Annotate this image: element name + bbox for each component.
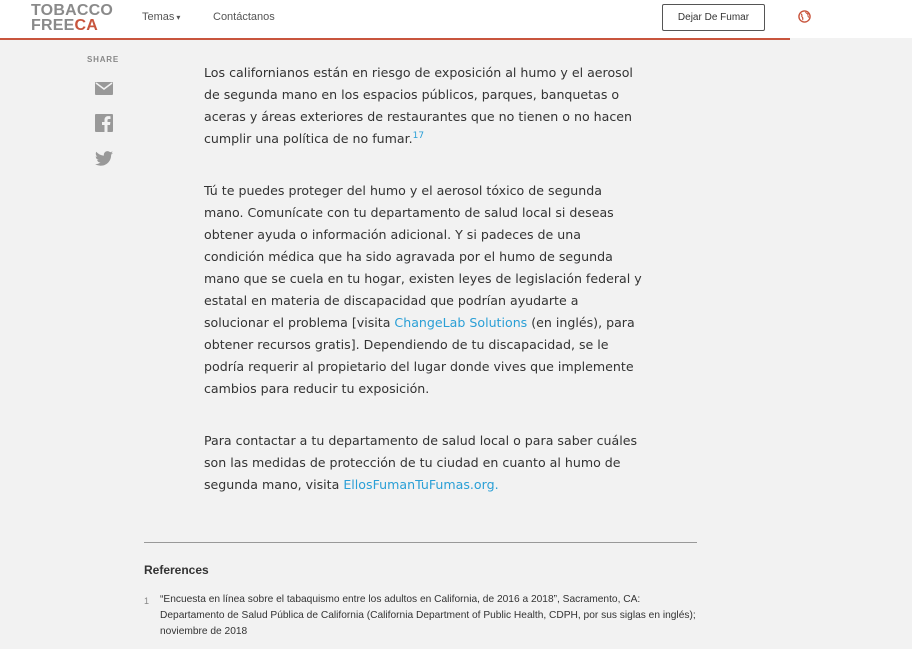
nav-temas-label: Temas [142,11,175,23]
paragraph-2-before: Tú te puedes proteger del humo y el aerosol tóxico de segunda mano. Comunícate con tu departamento de salud local si deseas obtener ayuda o información adicional. Y si padeces de una condición médica que ha sido agravada por el humo de segunda mano que se cuela en tu hogar, existen leyes de legislación federal y estatal en materia de discapacidad que podrían ayudarte a solucionar el problema [visita [204,183,642,330]
article-body [204,62,644,526]
globe-icon[interactable] [798,10,811,23]
logo-line2 [31,18,113,33]
paragraph-3-before: Para contactar a tu departamento de salud local o para saber cuáles son las medidas de protección de tu ciudad en cuanto al humo de segunda mano, visita [204,433,638,492]
quit-smoking-button[interactable]: Dejar De Fumar [662,4,765,31]
twitter-icon[interactable] [95,151,113,166]
logo-line1: TOBACCO [31,2,113,19]
paragraph-1 [204,62,644,150]
share-label: SHARE [87,55,120,64]
reference-number: 1 [144,596,150,606]
paragraph-2 [204,180,644,400]
ellosfumantufumas-link[interactable]: EllosFumanTuFumas.org. [343,477,499,492]
nav-contact-link[interactable]: Contáctanos [213,11,275,23]
references-divider [144,542,697,543]
nav-temas-dropdown[interactable] [142,11,180,23]
references-title: References [144,563,209,577]
reference-item: “Encuesta en línea sobre el tabaquismo entre los adultos en California, de 2016 a 2018”, Sacramento, CA: Departamento de Salud Pública de California (California Department of Public Health, CDPH, por sus siglas en inglés); noviembre de 2018 [160,594,696,637]
changelab-solutions-link[interactable]: ChangeLab Solutions [394,315,528,330]
paragraph-1-text: Los californianos están en riesgo de exposición al humo y el aerosol de segunda mano en los espacios públicos, parques, banquetas o aceras y áreas exteriores de restaurantes que no tienen o no hacen cumplir una política de no fumar. [204,65,633,146]
footnote-17-link[interactable]: 17 [412,130,425,141]
paragraph-2-after: (en inglés), para obtener recursos gratis]. Dependiendo de tu discapacidad, se le podría requerir al propietario del lugar donde vives que implemente cambios para reducir tu exposición. [204,315,635,396]
site-header [0,0,790,40]
logo-free: FREE [31,17,75,34]
facebook-icon[interactable] [95,114,113,132]
mail-icon[interactable] [95,82,113,95]
logo-ca: CA [74,17,98,34]
caret-down-icon: ▾ [176,13,181,22]
paragraph-3 [204,430,644,496]
site-logo[interactable] [31,3,113,33]
